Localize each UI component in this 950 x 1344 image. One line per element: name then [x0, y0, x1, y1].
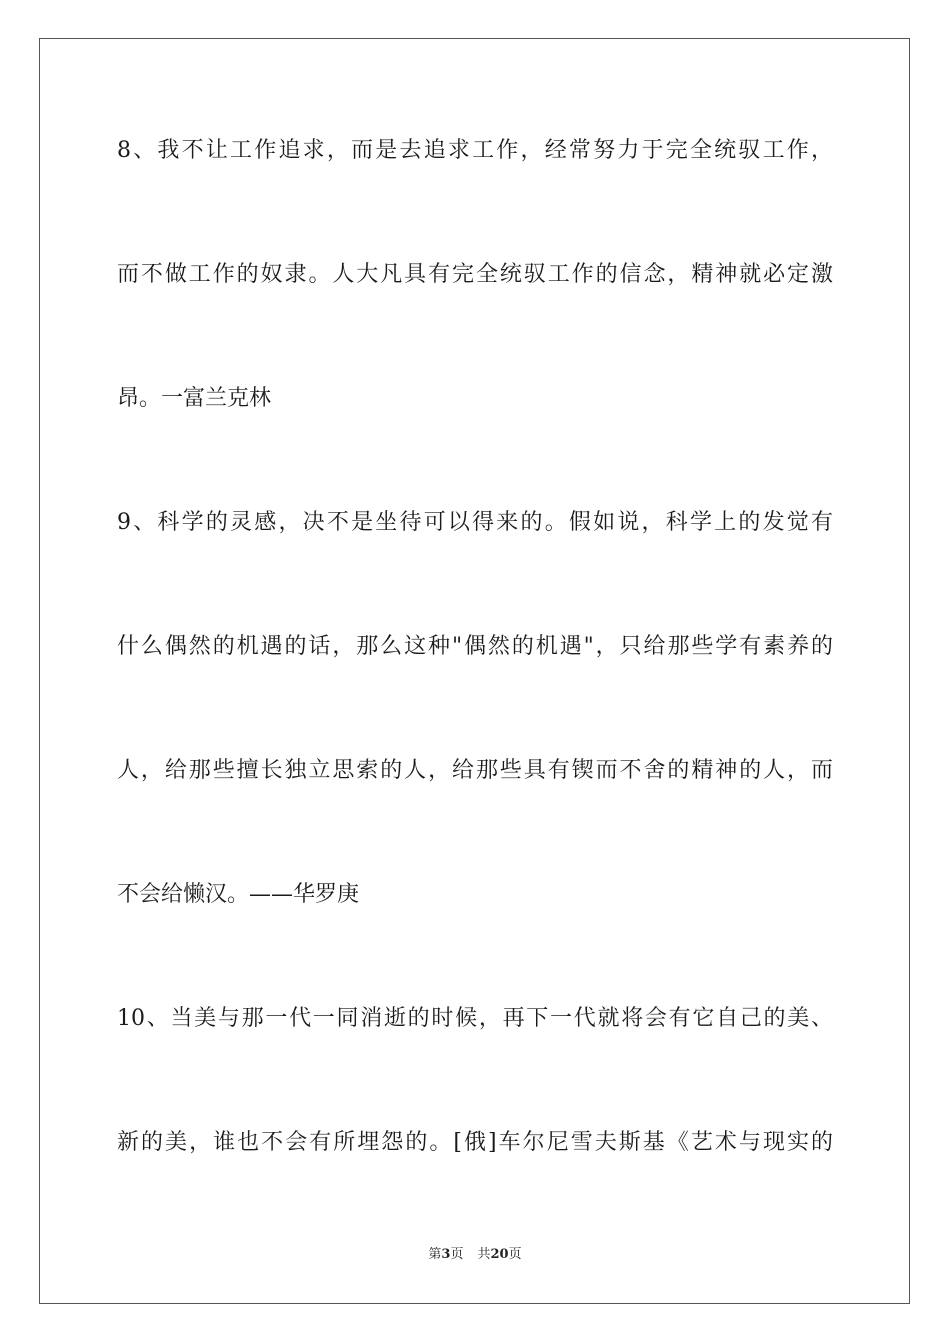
page-prefix: 第 — [428, 1247, 442, 1262]
text-line: 10、当美与那一代一同消逝的时候，再下一代就将会有它自己的美、 — [117, 1006, 833, 1031]
text-line: 新的美，谁也不会有所埋怨的。[俄]车尔尼雪夫斯基《艺术与现实的 — [117, 1130, 833, 1155]
page-border — [39, 38, 910, 1304]
text-line: 什么偶然的机遇的话，那么这种"偶然的机遇"，只给那些学有素养的 — [117, 634, 833, 659]
total-suffix: 页 — [508, 1247, 522, 1262]
text-line: 而不做工作的奴隶。人大凡具有完全统驭工作的信念，精神就必定激 — [117, 262, 833, 287]
total-page-number: 20 — [490, 1247, 509, 1262]
page-suffix: 页 — [450, 1247, 464, 1262]
text-line: 8、我不让工作追求，而是去追求工作，经常努力于完全统驭工作， — [117, 138, 833, 163]
text-line: 不会给懒汉。——华罗庚 — [117, 882, 360, 907]
total-prefix: 共 — [477, 1247, 491, 1262]
text-line: 人，给那些擅长独立思索的人，给那些具有锲而不舍的精神的人，而 — [117, 758, 833, 783]
page-footer — [0, 1246, 950, 1264]
text-line: 9、科学的灵感，决不是坐待可以得来的。假如说，科学上的发觉有 — [117, 510, 833, 535]
current-page-number: 3 — [441, 1247, 451, 1262]
text-line: 昂。一富兰克林 — [117, 386, 272, 411]
